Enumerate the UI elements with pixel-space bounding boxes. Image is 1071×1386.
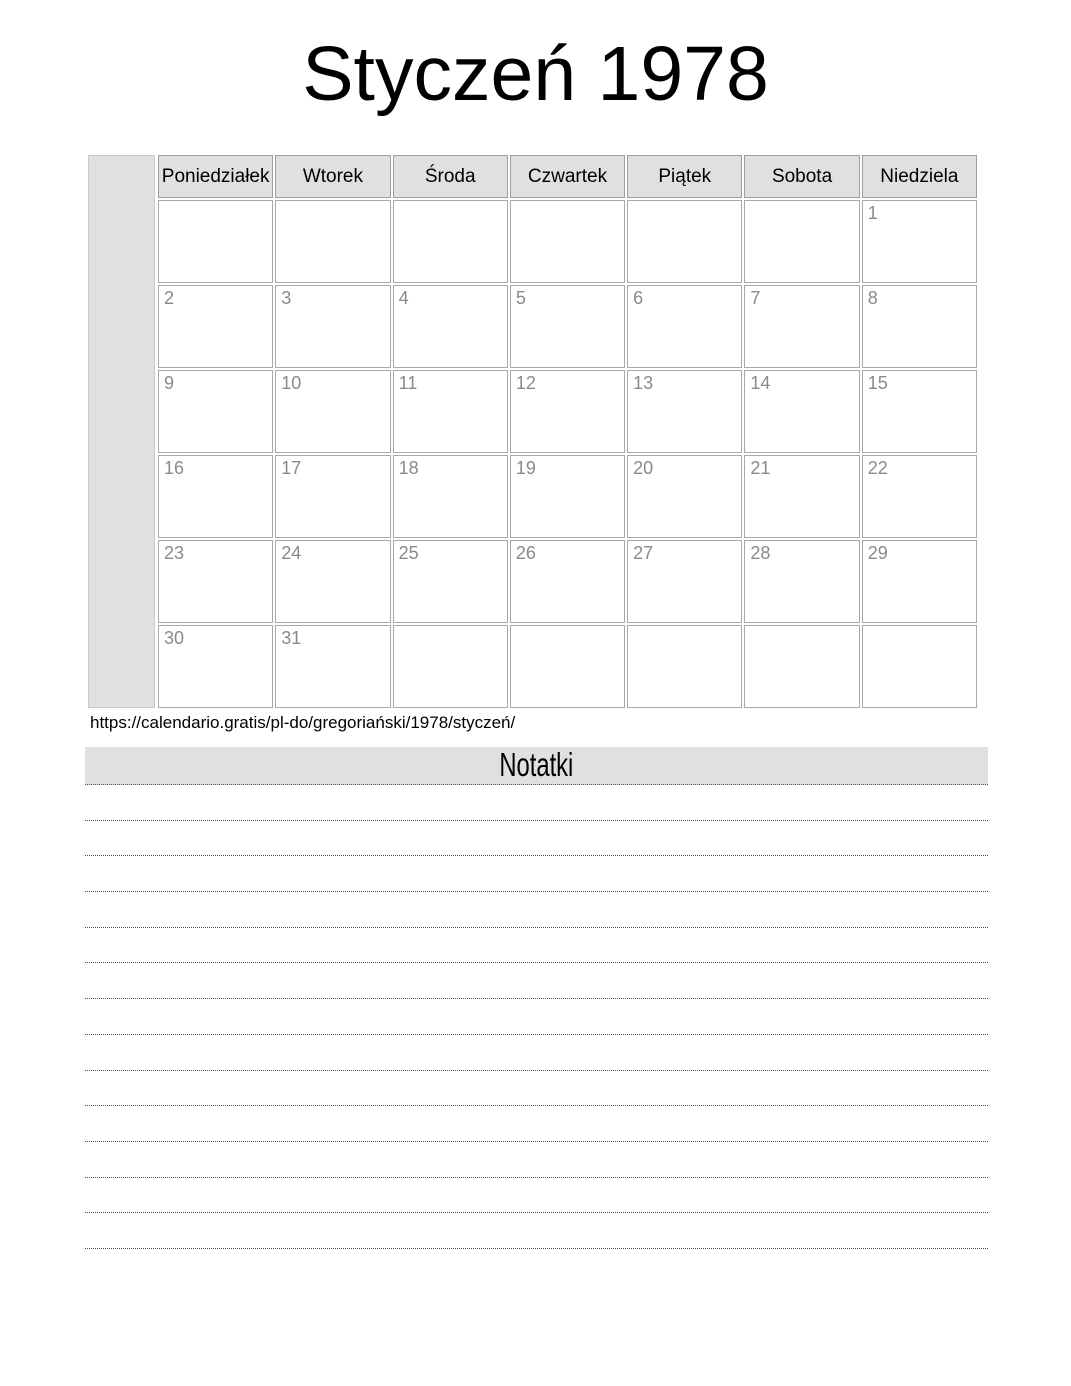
notes-header	[85, 747, 988, 785]
day-cell: 28	[744, 540, 859, 623]
empty-day-cell	[744, 625, 859, 708]
day-cell: 9	[158, 370, 273, 453]
page-title: Styczeń 1978	[302, 31, 769, 117]
empty-day-cell	[627, 200, 742, 283]
day-cell: 23	[158, 540, 273, 623]
empty-day-cell	[393, 200, 508, 283]
note-line	[85, 999, 988, 1035]
day-cell: 8	[862, 285, 977, 368]
calendar	[88, 155, 1071, 708]
day-cell: 12	[510, 370, 625, 453]
week-number-column	[88, 155, 155, 708]
weekday-header: Poniedziałek	[158, 155, 273, 198]
notes-title: Notatki	[499, 746, 574, 783]
day-cell: 3	[275, 285, 390, 368]
day-cell: 7	[744, 285, 859, 368]
note-line	[85, 856, 988, 892]
day-cell: 20	[627, 455, 742, 538]
note-line	[85, 1213, 988, 1249]
weekday-header: Sobota	[744, 155, 859, 198]
empty-day-cell	[744, 200, 859, 283]
note-line	[85, 1035, 988, 1071]
note-line	[85, 1106, 988, 1142]
day-cell: 27	[627, 540, 742, 623]
weekday-header: Czwartek	[510, 155, 625, 198]
day-cell: 4	[393, 285, 508, 368]
day-cell: 11	[393, 370, 508, 453]
note-line	[85, 1071, 988, 1107]
weekday-header: Niedziela	[862, 155, 977, 198]
day-cell: 26	[510, 540, 625, 623]
empty-day-cell	[510, 625, 625, 708]
day-cell: 1	[862, 200, 977, 283]
note-line	[85, 928, 988, 964]
weekday-header: Wtorek	[275, 155, 390, 198]
note-line	[85, 1142, 988, 1178]
note-line	[85, 785, 988, 821]
weekday-header: Środa	[393, 155, 508, 198]
day-cell: 6	[627, 285, 742, 368]
note-line	[85, 1178, 988, 1214]
empty-day-cell	[158, 200, 273, 283]
day-cell: 22	[862, 455, 977, 538]
day-cell: 14	[744, 370, 859, 453]
day-cell: 2	[158, 285, 273, 368]
empty-day-cell	[862, 625, 977, 708]
note-line	[85, 963, 988, 999]
day-cell: 16	[158, 455, 273, 538]
day-cell: 31	[275, 625, 390, 708]
day-cell: 13	[627, 370, 742, 453]
source-url: https://calendario.gratis/pl-do/gregoriański/1978/styczeń/	[90, 713, 516, 732]
day-cell: 19	[510, 455, 625, 538]
day-cell: 21	[744, 455, 859, 538]
day-cell: 29	[862, 540, 977, 623]
calendar-grid	[158, 155, 977, 708]
empty-day-cell	[627, 625, 742, 708]
weekday-header: Piątek	[627, 155, 742, 198]
notes-section	[0, 747, 1071, 1249]
day-cell: 17	[275, 455, 390, 538]
empty-day-cell	[510, 200, 625, 283]
day-cell: 10	[275, 370, 390, 453]
day-cell: 25	[393, 540, 508, 623]
day-cell: 15	[862, 370, 977, 453]
notes-lines	[85, 785, 988, 1249]
note-line	[85, 821, 988, 857]
day-cell: 30	[158, 625, 273, 708]
empty-day-cell	[275, 200, 390, 283]
note-line	[85, 892, 988, 928]
empty-day-cell	[393, 625, 508, 708]
day-cell: 5	[510, 285, 625, 368]
day-cell: 18	[393, 455, 508, 538]
day-cell: 24	[275, 540, 390, 623]
